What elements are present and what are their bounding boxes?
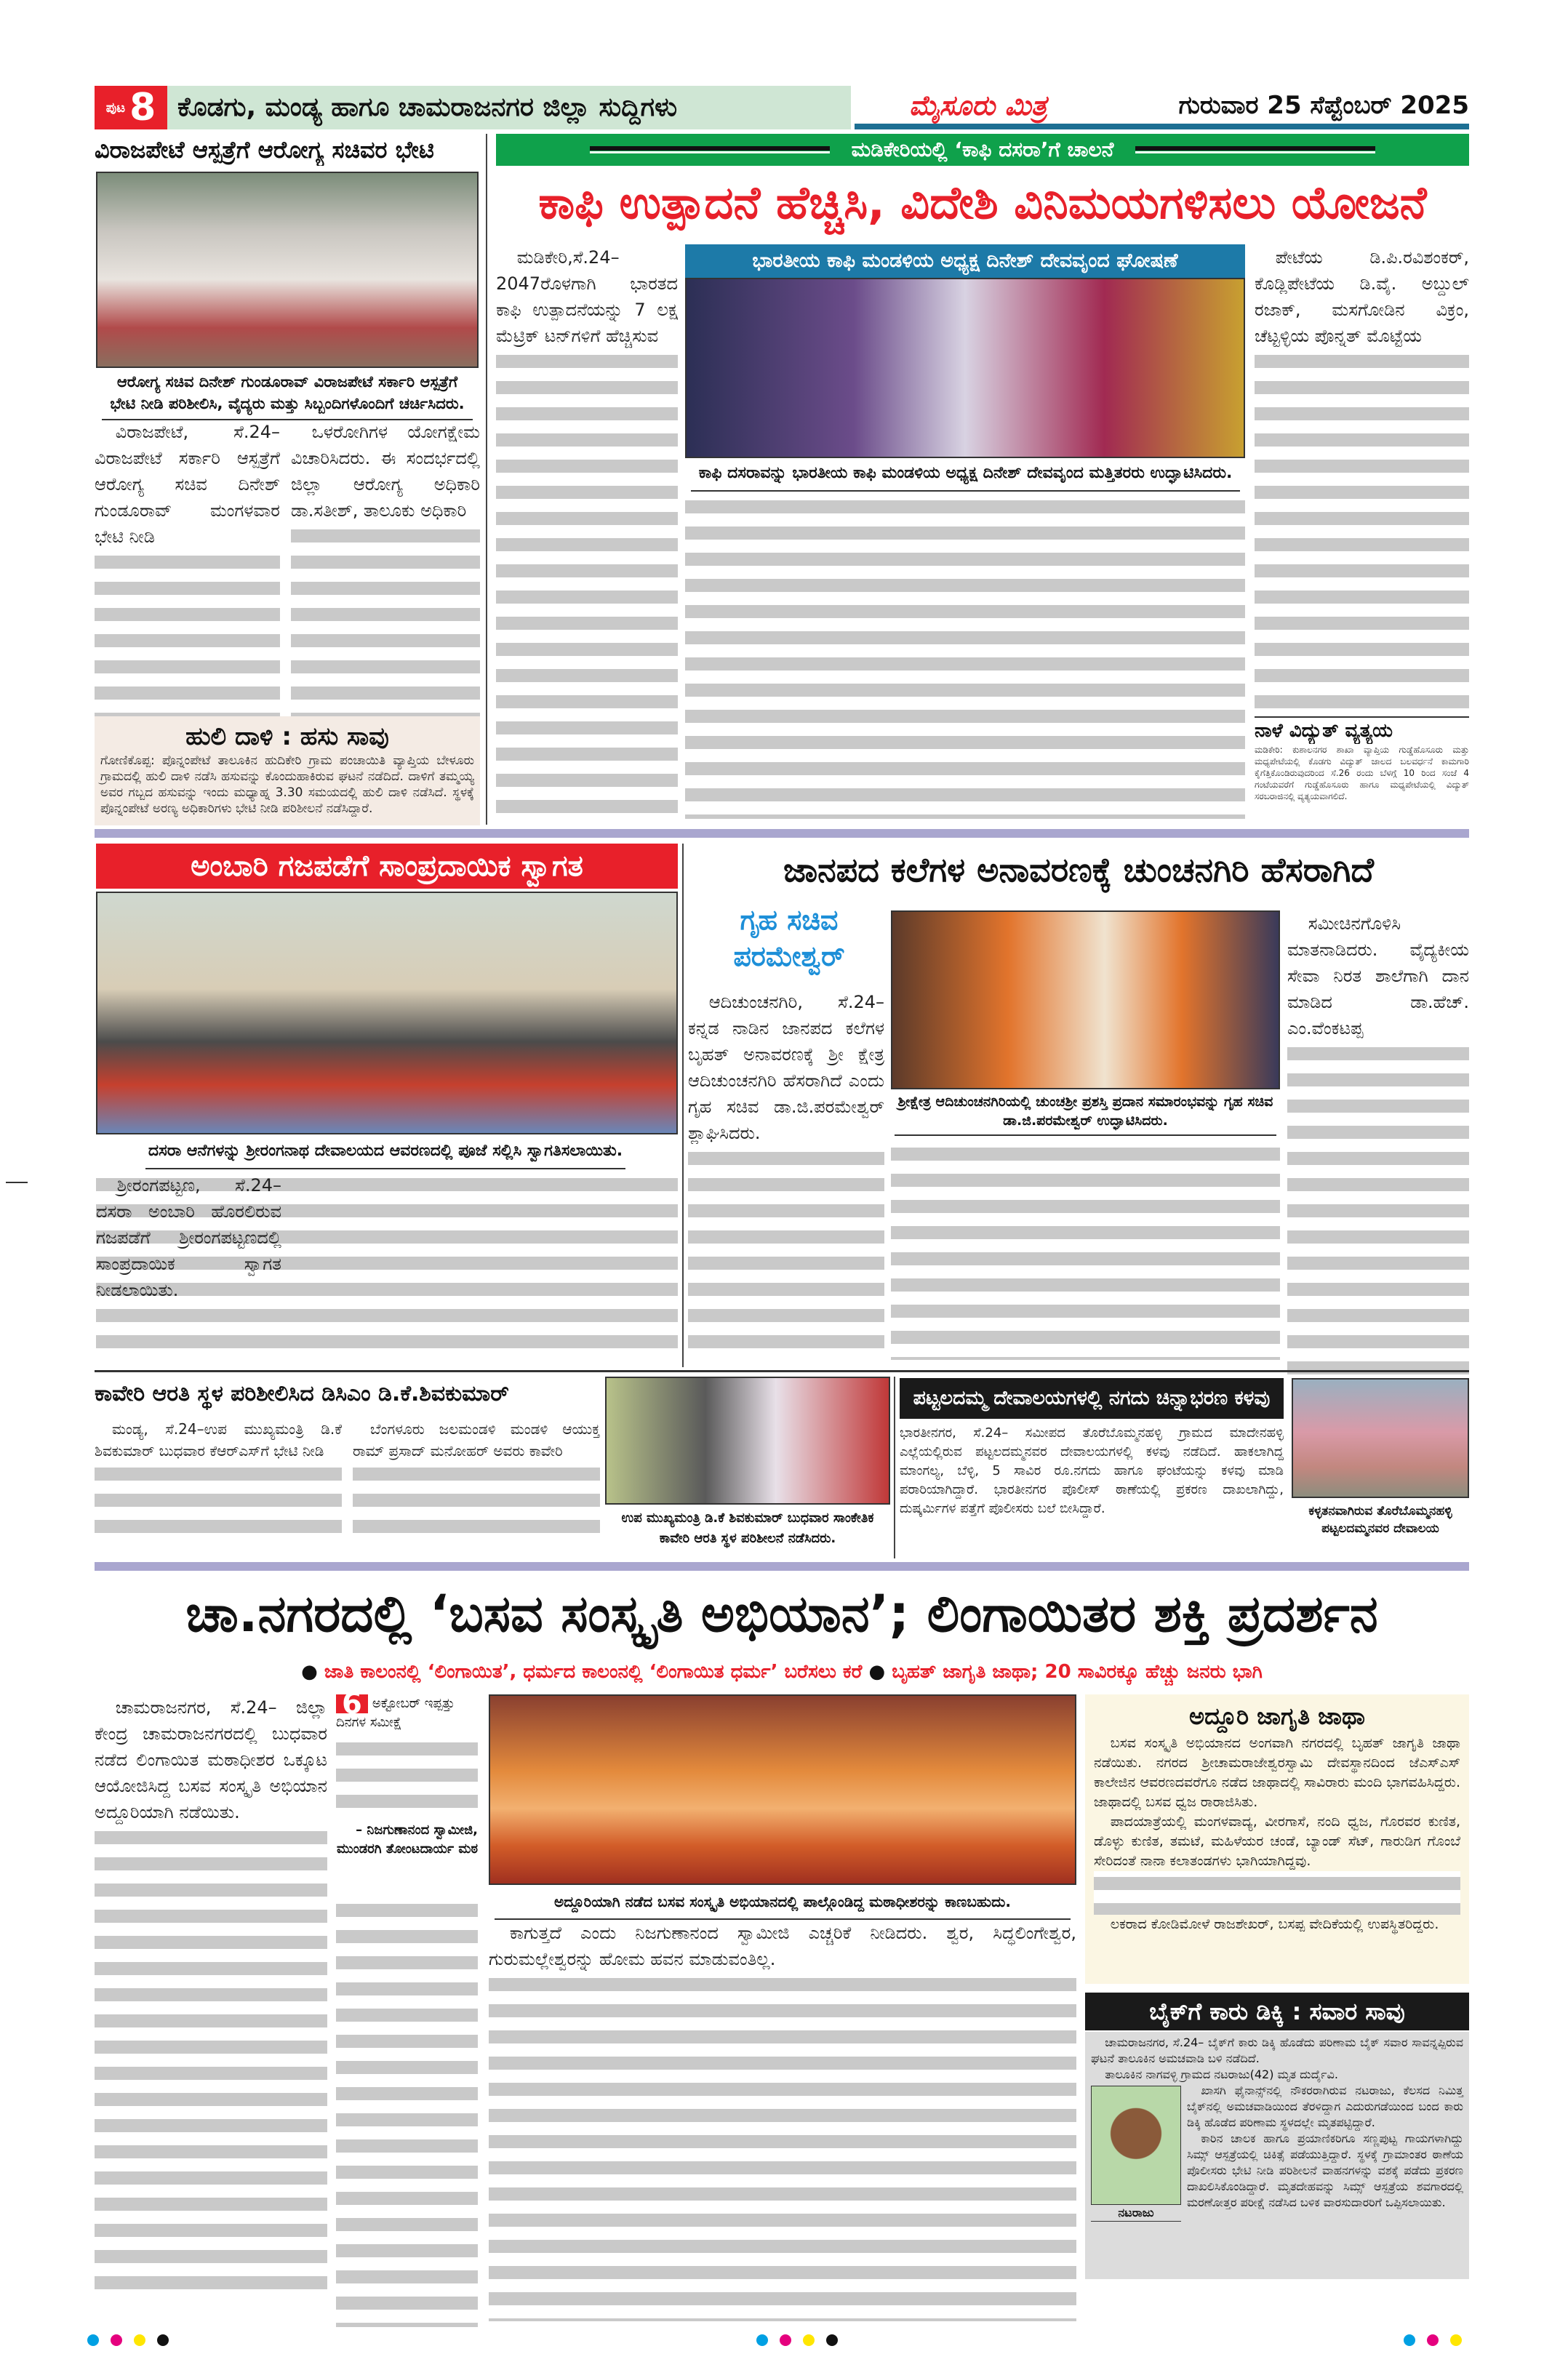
power-box [1255, 716, 1469, 824]
basava-subheads [95, 1657, 1469, 1687]
basava-bullet-2: ಬೃಹತ್ ಜಾಗೃತಿ ಜಾಥಾ; 20 ಸಾವಿರಕ್ಕೂ ಹೆಚ್ಚು ಜನರು ಭಾಗಿ [892, 1661, 1263, 1683]
page-number: 8 [129, 86, 156, 129]
registration-marks-right [1404, 2334, 1462, 2346]
header-rule [855, 124, 1469, 129]
section-separator [95, 1562, 1469, 1571]
coffee-kicker: ಮಡಿಕೇರಿಯಲ್ಲಿ ‘ಕಾಫಿ ದಸರಾ’ಗೆ ಚಾಲನೆ [851, 137, 1114, 161]
bullet-icon: ● [868, 1661, 892, 1683]
basava-col1 [95, 1694, 327, 2327]
accident-box [1085, 2032, 1469, 2279]
jatha-box [1085, 1694, 1469, 1984]
janapada-cols-below [891, 1142, 1280, 1360]
registration-dot [157, 2334, 169, 2346]
victim-photo-block [1091, 2086, 1181, 2222]
bullet-icon: ● [301, 1661, 324, 1683]
page-label: ಪುಟ [105, 100, 126, 116]
ambari-text-lead: ಶ್ರೀರಂಗಪಟ್ಟಣ, ಸೆ.24– ದಸರಾ ಅಂಬಾರಿ ಹೊರಲಿರುವ ಗಜಪಡೆಗೆ ಶ್ರೀರಂಗಪಟ್ಟಣದಲ್ಲಿ ಸಾಂಪ್ರದಾಯಿಕ ಸ್ವಾಗತ ನೀಡಲಾಯಿತು. [96, 1175, 281, 1300]
basava-text-1: ಚಾಮರಾಜನಗರ, ಸೆ.24– ಜಿಲ್ಲಾ ಕೇಂದ್ರ ಚಾಮರಾಜನಗರದಲ್ಲಿ ಬುಧವಾರ ನಡೆದ ಲಿಂಗಾಯಿತ ಮಠಾಧೀಶರ ಒಕ್ಕೂಟ ಆಯೋಜಿಸಿದ್ದ ಬಸವ ಸಂಸ್ಕೃತಿ ಅಭಿಯಾನ ಅದ್ದೂರಿಯಾಗಿ ನಡೆಯಿತು. [95, 1697, 327, 1822]
tiger-box [95, 716, 480, 825]
issue-date: ಗುರುವಾರ 25 ಸೆಪ್ಟೆಂಬರ್ 2025 [1178, 91, 1469, 120]
section-title: ಕೊಡಗು, ಮಂಡ್ಯ ಹಾಗೂ ಚಾಮರಾಜನಗರ ಜಿಲ್ಲಾ ಸುದ್ದಿಗಳು [167, 86, 851, 129]
janapada-photo-caption: ಶ್ರೀಕ್ಷೇತ್ರ ಆದಿಚುಂಚನಗಿರಿಯಲ್ಲಿ ಚುಂಚಶ್ರೀ ಪ್ರಶಸ್ತಿ ಪ್ರದಾನ ಸಮಾರಂಭವನ್ನು ಗೃಹ ಸಚಿವ ಡಾ.ಜಿ.ಪರಮೇಶ್ವರ್ ಉದ್ಘಾಟಿಸಿದರು. [895, 1092, 1276, 1136]
basava-headline: ಚಾ.ನಗರದಲ್ಲಿ ‘ಬಸವ ಸಂಸ್ಕೃತಿ ಅಭಿಯಾನ’; ಲಿಂಗಾಯಿತರ ಶಕ್ತಿ ಪ್ರದರ್ಶನ [185, 1584, 1378, 1644]
coffee-col1 [496, 244, 678, 819]
temple-photo [1292, 1378, 1469, 1498]
basava-bullet-1: ಜಾತಿ ಕಾಲಂನಲ್ಲಿ ‘ಲಿಂಗಾಯಿತ’, ಧರ್ಮದ ಕಾಲಂನಲ್ಲಿ ‘ಲಿಂಗಾಯಿತ ಧರ್ಮ’ ಬರೆಸಲು ಕರೆ [324, 1661, 863, 1683]
quote-attribution: – ನಿಜಗುಣಾನಂದ ಸ್ವಾಮೀಜಿ, ಮುಂಡರಗಿ ತೋಂಟದಾರ್ಯ ಮಠ [336, 1822, 478, 1857]
coffee-text-1: ಮಡಿಕೇರಿ,ಸೆ.24– 2047ರೊಳಗಾಗಿ ಭಾರತದ ಕಾಫಿ ಉತ್ಪಾದನೆಯನ್ನು 7 ಲಕ್ಷ ಮೆಟ್ರಿಕ್ ಟನ್‌ಗಳಿಗೆ ಹೆಚ್ಚಿಸುವ [496, 247, 678, 346]
basava-photo-caption: ಅದ್ದೂರಿಯಾಗಿ ನಡೆದ ಬಸವ ಸಂಸ್ಕೃತಿ ಅಭಿಯಾನದಲ್ಲಿ ಪಾಲ್ಗೊಂಡಿದ್ದ ಮಠಾಧೀಶರನ್ನು ಕಾಣಬಹುದು. [495, 1889, 1071, 1920]
registration-marks-center [756, 2334, 838, 2346]
ambari-text [96, 1172, 678, 1361]
registration-dot [111, 2334, 122, 2346]
column-divider [894, 1377, 895, 1558]
janapada-headline: ಜಾನಪದ ಕಲೆಗಳ ಅನಾವರಣಕ್ಕೆ ಚುಂಚನಗಿರಿ ಹೆಸರಾಗಿದೆ [783, 850, 1375, 889]
registration-dot [780, 2334, 791, 2346]
registration-dot [134, 2334, 145, 2346]
janapada-right-text: ಸಮೀಚಿನಗೊಳಿಸಿ ಮಾತನಾಡಿದರು. ವೈದ್ಯಕೀಯ ಸೇವಾ ನಿರತ ಶಾಲೆಗಾಗಿ ದಾನ ಮಾಡಿದ ಡಾ.ಹೆಚ್. ಎಂ.ವೆಂಕಟಪ್ಪ [1287, 913, 1469, 1038]
ambari-headline: ಅಂಬಾರಿ ಗಜಪಡೆಗೆ ಸಾಂಪ್ರದಾಯಿಕ ಸ್ವಾಗತ [96, 844, 678, 889]
kaveri-photo-caption: ಉಪ ಮುಖ್ಯಮಂತ್ರಿ ಡಿ.ಕೆ ಶಿವಕುಮಾರ್ ಬುಧವಾರ ಸಾಂಕೇತಿಕ ಕಾವೇರಿ ಆರತಿ ಸ್ಥಳ ಪರಿಶೀಲನೆ ನಡೆಸಿದರು. [621, 1510, 874, 1546]
coffee-photo-caption: ಕಾಫಿ ದಸರಾವನ್ನು ಭಾರತೀಯ ಕಾಫಿ ಮಂಡಳಿಯ ಅಧ್ಯಕ್ಷ ದಿನೇಶ್ ದೇವವೃಂದ ಮತ್ತಿತರರು ಉದ್ಘಾಟಿಸಿದರು. [691, 461, 1240, 492]
registration-dot [87, 2334, 99, 2346]
dk-shivakumar-photo [605, 1377, 890, 1505]
column-divider [682, 844, 684, 1367]
hospital-text-2: ಒಳರೋಗಿಗಳ ಯೋಗಕ್ಷೇಮ ವಿಚಾರಿಸಿದರು. ಈ ಸಂದರ್ಭದಲ್ಲಿ ಜಿಲ್ಲಾ ಆರೋಗ್ಯ ಅಧಿಕಾರಿ ಡಾ.ಸತೀಶ್, ತಾಲೂಕು ಅಧಿಕಾರಿ [291, 422, 480, 521]
section-separator [95, 829, 1469, 838]
coffee-kicker-banner [496, 134, 1469, 166]
basava-cols-below [489, 1920, 1076, 2327]
jatha-text-end: ಲಕರಾದ ಕೋಡಿಮೋಳೆ ರಾಜಶೇಖರ್, ಬಸಪ್ಪ ವೇದಿಕೆಯಲ್ಲಿ ಉಪಸ್ಥಿತರಿದ್ದರು. [1110, 1916, 1439, 1932]
temple-headline: ಪಟ್ಟಲದಮ್ಮ ದೇವಾಲಯಗಳಲ್ಲಿ ನಗದು ಚಿನ್ನಾಭರಣ ಕಳವು [900, 1378, 1284, 1419]
jatha-text-1: ಬಸವ ಸಂಸ್ಕೃತಿ ಅಭಿಯಾನದ ಅಂಗವಾಗಿ ನಗರದಲ್ಲಿ ಬೃಹತ್ ಜಾಗೃತಿ ಜಾಥಾ ನಡೆಯಿತು. ನಗರದ ಶ್ರೀಚಾಮರಾಜೇಶ್ವರಸ್ವಾಮಿ ದೇವಸ್ಥಾನದಿಂದ ಜೆಎಸ್‌ಎಸ್ ಕಾಲೇಜಿನ ಆವರಣದವರೆಗೂ ನಡೆದ ಜಾಥಾದಲ್ಲಿ ಸಾವಿರಾರು ಮಂದಿ ಭಾಗವಹಿಸಿದ್ದರು. ಜಾಥಾದಲ್ಲಿ ಬಸವ ಧ್ವಜ ರಾರಾಜಿಸಿತು. [1094, 1735, 1460, 1810]
registration-dot [1404, 2334, 1415, 2346]
janapada-text [688, 989, 884, 1360]
jatha-text [1094, 1734, 1460, 1934]
coffee-cols-below [685, 495, 1245, 819]
registration-dot [756, 2334, 768, 2346]
accident-text-2: ತಾಲೂಕಿನ ನಾಗವಳ್ಳಿ ಗ್ರಾಮದ ನಟರಾಜು(42) ಮೃತ ದುರ್ದೈವಿ. [1105, 2067, 1338, 2081]
masthead-logo: ಮೈಸೂರು ಮಿತ್ರ [909, 89, 1047, 121]
basava-seers-photo [489, 1694, 1076, 1885]
accident-text-1: ಚಾಮರಾಜನಗರ, ಸೆ.24– ಬೈಕ್‌ಗೆ ಕಾರು ಡಿಕ್ಕಿ ಹೊಡೆದು ಪರಿಣಾಮ ಬೈಕ್ ಸವಾರ ಸಾವನ್ನಪ್ಪಿರುವ ಘಟನೆ ತಾಲೂಕಿನ ಅಮಚವಾಡಿ ಬಳಿ ನಡೆದಿದೆ. [1091, 2035, 1463, 2065]
ambari-photo-caption: ದಸರಾ ಆನೆಗಳನ್ನು ಶ್ರೀರಂಗನಾಥ ದೇವಾಲಯದ ಆವರಣದಲ್ಲಿ ಪೂಜೆ ಸಲ್ಲಿಸಿ ಸ್ವಾಗತಿಸಲಾಯಿತು. [145, 1139, 625, 1169]
section-separator-thin [95, 1370, 1469, 1372]
kaveri-text-2: ಬೆಂಗಳೂರು ಜಲಮಂಡಳಿ ಮಂಡಳಿ ಆಯುಕ್ತ ರಾಮ್ ಪ್ರಸಾದ್ ಮನೋಹರ್ ಅವರು ಕಾವೇರಿ [353, 1420, 600, 1460]
janapada-subhead: ಗೃಹ ಸಚಿವ ಪರಮೇಶ್ವರ್ [733, 904, 845, 972]
ambari-elephants-photo [96, 892, 678, 1134]
power-text: ಮಡಿಕೇರಿ: ಕುಶಾಲನಗರ ಶಾಖಾ ವ್ಯಾಪ್ತಿಯ ಗುಡ್ಡೆಹೊಸೂರು ಮತ್ತು ಮಧ್ಯಪೇಟೆಯಲ್ಲಿ ಕೊಡಗು ವಿದ್ಯುತ್ ಜಾಲದ ಬಲವರ್ಧನೆ ಕಾಮಗಾರಿ ಕೈಗೆತ್ತಿಕೊಂಡಿರುವುದರಿಂದ ಸೆ.26 ರಂದು ಬೆಳಗ್ಗೆ 10 ರಿಂದ ಸಂಜೆ 4 ಗಂಟೆಯವರೆಗೆ ಗುಡ್ಡೆಹೊಸೂರು ಹಾಗೂ ಮಧ್ಯಪೇಟೆಯಲ್ಲಿ ವಿದ್ಯುತ್ ಸರಬರಾಜಿನಲ್ಲಿ ವ್ಯತ್ಯಯವಾಗಲಿದೆ. [1255, 745, 1469, 801]
kaveri-headline: ಕಾವೇರಿ ಆರತಿ ಸ್ಥಳ ಪರಿಶೀಲಿಸಿದ ಡಿಸಿಎಂ ಡಿ.ಕೆ.ಶಿವಕುಮಾರ್ [95, 1381, 509, 1406]
hospital-photo-caption: ಆರೋಗ್ಯ ಸಚಿವ ದಿನೇಶ್ ಗುಂಡೂರಾವ್ ವಿರಾಜಪೇಟೆ ಸರ್ಕಾರಿ ಆಸ್ಪತ್ರೆಗೆ ಭೇಟಿ ನೀಡಿ ಪರಿಶೀಲಿಸಿ, ವೈದ್ಯರು ಮತ್ತು ಸಿಬ್ಬಂದಿಗಳೊಂದಿಗೆ ಚರ್ಚಿಸಿದರು. [102, 371, 473, 420]
victim-name: ನಟರಾಜು [1091, 2205, 1181, 2222]
margin-tick [6, 1182, 28, 1183]
kaveri-col1 [95, 1418, 342, 1556]
accident-text-4: ಕಾರಿನ ಚಾಲಕ ಹಾಗೂ ಪ್ರಯಾಣಿಕರಿಗೂ ಸಣ್ಣಪುಟ್ಟ ಗಾಯಗಳಾಗಿದ್ದು ಸಿಮ್ಸ್ ಆಸ್ಪತ್ರೆಯಲ್ಲಿ ಚಿಕಿತ್ಸೆ ಪಡೆಯುತ್ತಿದ್ದಾರೆ. ಸ್ಥಳಕ್ಕೆ ಗ್ರಾಮಾಂತರ ಠಾಣೆಯ ಪೊಲೀಸರು ಭೇಟಿ ನೀಡಿ ಪರಿಶೀಲನೆ ವಾಹನಗಳನ್ನು ವಶಕ್ಕೆ ಪಡೆದು ಪ್ರಕರಣ ದಾಖಲಿಸಿಕೊಂಡಿದ್ದಾರೆ. ಮೃತದೇಹವನ್ನು ಸಿಮ್ಸ್ ಆಸ್ಪತ್ರೆಯ ಶವಗಾರದಲ್ಲಿ ಮರಣೋತ್ತರ ಪರೀಕ್ಷೆ ನಡೆಸಿದ ಬಳಿಕ ವಾರಸುದಾರರಿಗೆ ಒಪ್ಪಿಸಲಾಯಿತು. [1187, 2131, 1463, 2209]
hospital-headline: ವಿರಾಜಪೇಟೆ ಆಸ್ಪತ್ರೆಗೆ ಆರೋಗ್ಯ ಸಚಿವರ ಭೇಟಿ [95, 136, 434, 164]
janapada-text-lead: ಆದಿಚುಂಚನಗಿರಿ, ಸೆ.24–ಕನ್ನಡ ನಾಡಿನ ಜಾನಪದ ಕಲೆಗಳ ಬೃಹತ್ ಅನಾವರಣಕ್ಕೆ ಶ್ರೀ ಕ್ಷೇತ್ರ ಆದಿಚುಂಚನಗಿರಿ ಹೆಸರಾಗಿದೆ ಎಂದು ಗೃಹ ಸಚಿವ ಡಾ.ಜಿ.ಪರಮೇಶ್ವರ್ ಶ್ಲಾಘಿಸಿದರು. [688, 992, 884, 1143]
registration-dot [803, 2334, 815, 2346]
kaveri-col2 [353, 1418, 600, 1556]
page-number-box [95, 86, 167, 129]
banner-rule [1135, 146, 1375, 153]
coffee-headline: ಕಾಫಿ ಉತ್ಪಾದನೆ ಹೆಚ್ಚಿಸಿ, ವಿದೇಶಿ ವಿನಿಮಯಗಳಿಸಲು ಯೋಜನೆ [538, 176, 1427, 229]
hospital-text-1: ವಿರಾಜಪೇಟೆ, ಸೆ.24– ವಿರಾಜಪೇಟೆ ಸರ್ಕಾರಿ ಆಸ್ಪತ್ರೆಗೆ ಆರೋಗ್ಯ ಸಚಿವ ದಿನೇಶ್ ಗುಂಡೂರಾವ್ ಮಂಗಳವಾರ ಭೇಟಿ ನೀಡಿ [95, 422, 280, 547]
coffee-text-right: ಪೇಟೆಯ ಡಿ.ಪಿ.ರವಿಶಂಕರ್, ಕೊಡ್ಲಿಪೇಟೆಯ ಡಿ.ವೈ. ಅಬ್ದುಲ್ ರಜಾಕ್, ಮಸಗೋಡಿನ ವಿಕ್ರಂ, ಚೆಟ್ಟಳ್ಳಿಯ ಪೊನ್ನತ್ ಮೊಟ್ಟೆಯ [1255, 247, 1469, 346]
registration-dot [1450, 2334, 1462, 2346]
janapada-right-col [1287, 910, 1469, 1361]
tiger-text: ಗೋಣಿಕೊಪ್ಪ: ಪೊನ್ನಂಪೇಟೆ ತಾಲೂಕಿನ ಹುದಿಕೇರಿ ಗ್ರಾಮ ಪಂಚಾಯಿತಿ ವ್ಯಾಪ್ತಿಯ ಬೇಳೂರು ಗ್ರಾಮದಲ್ಲಿ ಹುಲಿ ದಾಳಿ ನಡೆಸಿ ಹಸುವನ್ನು ಕೊಂದುಹಾಕಿರುವ ಘಟನೆ ನಡೆದಿದೆ. ದಾಳಿಗೆ ತಮ್ಮಯ್ಯ ಅವರ ಗಬ್ಬದ ಹಸುವನ್ನು ಇಂದು ಮಧ್ಯಾಹ್ನ 3.30 ಸಮಯದಲ್ಲಿ ಹುಲಿ ದಾಳಿ ನಡೆಸಿದೆ. ಸ್ಥಳಕ್ಕೆ ಪೊನ್ನಂಪೇಟೆ ಅರಣ್ಯ ಅಧಿಕಾರಿಗಳು ಭೇಟಿ ನೀಡಿ ಪರಿಶೀಲನೆ ನಡೆಸಿದ್ದಾರೆ. [100, 753, 474, 816]
kaveri-text-1: ಮಂಡ್ಯ, ಸೆ.24–ಉಪ ಮುಖ್ಯಮಂತ್ರಿ ಡಿ.ಕೆ ಶಿವಕುಮಾರ್ ಬುಧವಾರ ಕೆಆರ್‌ಎಸ್‌ಗೆ ಭೇಟಿ ನೀಡಿ [95, 1420, 342, 1460]
tiger-headline: ಹುಲಿ ದಾಳಿ : ಹಸು ಸಾವು [185, 722, 389, 751]
victim-photo [1091, 2086, 1181, 2205]
coffee-photo-title: ಭಾರತೀಯ ಕಾಫಿ ಮಂಡಳಿಯ ಅಧ್ಯಕ್ಷ ದಿನೇಶ್ ದೇವವೃಂದ ಘೋಷಣೆ [685, 244, 1245, 278]
basava-col2 [336, 1898, 478, 2327]
registration-dot [1427, 2334, 1439, 2346]
coffee-photo [685, 278, 1245, 458]
coffee-col-right [1255, 244, 1469, 710]
registration-marks-left [87, 2334, 169, 2346]
janapada-photo [891, 910, 1280, 1089]
jatha-headline: ಅದ್ದೂರಿ ಜಾಗೃತಿ ಜಾಥಾ [1189, 1702, 1365, 1730]
registration-dot [826, 2334, 838, 2346]
basava-text-2: ಕಾಗುತ್ತದೆ ಎಂದು ನಿಜಗುಣಾನಂದ ಸ್ವಾಮೀಜಿ ಎಚ್ಚರಿಕೆ ನೀಡಿದರು. ಶ್ವರ, ಸಿದ್ಧಲಿಂಗೇಶ್ವರ, ಗುರುಮಲ್ಲೇಶ್ವರನ್ನು ಹೋಮ ಹವನ ಮಾಡುವಂತಿಲ್ಲ. [489, 1923, 1076, 1969]
banner-rule [590, 146, 830, 153]
column-divider [486, 134, 487, 825]
jatha-text-2: ಪಾದಯಾತ್ರೆಯಲ್ಲಿ ಮಂಗಳವಾದ್ಯ, ವೀರಗಾಸೆ, ನಂದಿ ಧ್ವಜ, ಗೊರವರ ಕುಣಿತ, ಡೊಳ್ಳು ಕುಣಿತ, ತಮಟೆ, ಮಹಿಳೆಯರ ಚಂಡೆ, ಬ್ಯಾಂಡ್ ಸೆಟ್, ಗಾರುಡಿಗ ಗೊಂಬೆ ಸೇರಿದಂತೆ ನಾನಾ ಕಲಾತಂಡಗಳು ಭಾಗಿಯಾಗಿದ್ದವು. [1094, 1814, 1460, 1869]
accident-text-3: ಖಾಸಗಿ ಫೈನಾನ್ಸ್‌ನಲ್ಲಿ ನೌಕರರಾಗಿರುವ ನಟರಾಜು, ಕೆಲಸದ ನಿಮಿತ್ತ ಬೈಕ್‌ನಲ್ಲಿ ಅಮಚವಾಡಿಯಿಂದ ತೆರಳಿದ್ದಾಗ ಎದುರುಗಡೆಯಿಂದ ಬಂದ ಕಾರು ಡಿಕ್ಕಿ ಹೊಡೆದ ಪರಿಣಾಮ ಸ್ಥಳದಲ್ಲೇ ಮೃತಪಟ್ಟಿದ್ದಾರೆ. [1187, 2083, 1463, 2129]
temple-text: ಭಾರತೀನಗರ, ಸೆ.24– ಸಮೀಪದ ತೊರೆಬೊಮ್ಮನಹಳ್ಳಿ ಗ್ರಾಮದ ಮಾದೇನಹಳ್ಳಿ ಎಲ್ಲೆಯಲ್ಲಿರುವ ಪಟ್ಟಲದಮ್ಮನವರ ದೇವಾಲಯಗಳಲ್ಲಿ ಕಳವು ನಡೆದಿದೆ. ಹಾಕಲಾಗಿದ್ದ ಮಾಂಗಲ್ಯ, ಬೆಳ್ಳಿ, 5 ಸಾವಿರ ರೂ.ನಗದು ಹಾಗೂ ಘಂಟೆಯನ್ನು ಕಳವು ಮಾಡಿ ಪರಾರಿಯಾಗಿದ್ದಾರೆ. ಭಾರತೀನಗರ ಪೊಲೀಸ್ ಠಾಣೆಯಲ್ಲಿ ಪ್ರಕರಣ ದಾಖಲಾಗಿದ್ದು, ದುಷ್ಕರ್ಮಿಗಳ ಪತ್ತೆಗೆ ಪೊಲೀಸರು ಬಲೆ ಬೀಸಿದ್ದಾರೆ. [900, 1425, 1284, 1516]
power-headline: ನಾಳೆ ವಿದ್ಯುತ್ ವ್ಯತ್ಯಯ [1255, 716, 1469, 744]
hospital-photo [96, 172, 479, 368]
quote-number-badge: 6 [336, 1694, 368, 1713]
hospital-col2 [291, 419, 480, 710]
temple-photo-caption: ಕಳ್ಳತನವಾಗಿರುವ ತೊರೆಬೊಮ್ಮನಹಳ್ಳಿ ಪಟ್ಟಲದಮ್ಮನವರ ದೇವಾಲಯ [1308, 1504, 1452, 1536]
accident-headline: ಬೈಕ್‌ಗೆ ಕಾರು ಡಿಕ್ಕಿ : ಸವಾರ ಸಾವು [1085, 1993, 1469, 2030]
quote-text: ಅಕ್ಟೋಬರ್ ಇಪ್ಪತ್ತು ದಿನಗಳ ಸಮೀಕ್ಷೆ [336, 1696, 455, 1730]
hospital-col1 [95, 419, 280, 710]
quote-box [336, 1687, 478, 1891]
